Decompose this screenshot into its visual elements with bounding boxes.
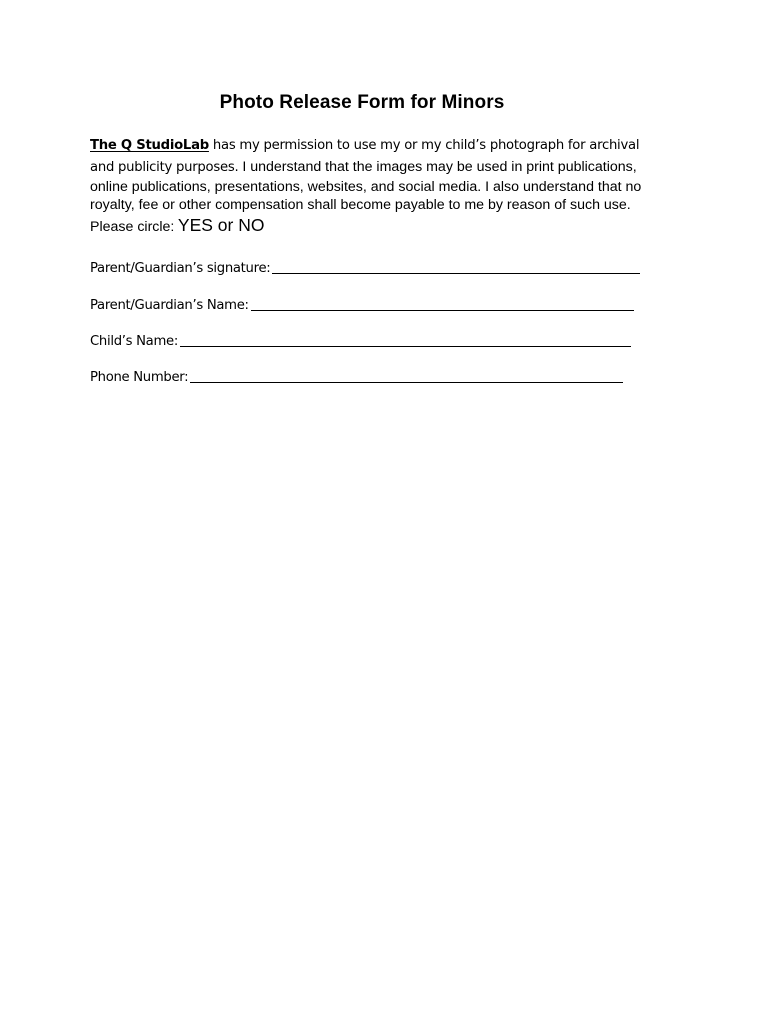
paragraph-line-1-text: has my permission to use my or my child’s photograph for archival — [208, 138, 640, 153]
paragraph-line-1 — [90, 138, 639, 153]
child-name-input-line[interactable] — [180, 332, 631, 347]
guardian-name-label: Parent/Guardian’s Name: — [90, 298, 249, 313]
phone-number-label: Phone Number: — [90, 370, 189, 385]
circle-choice-line — [90, 215, 264, 236]
signature-label: Parent/Guardian’s signature: — [90, 261, 271, 276]
child-name-label: Child’s Name: — [90, 334, 178, 349]
guardian-name-field — [90, 293, 634, 313]
signature-field — [90, 256, 640, 276]
phone-number-input-line[interactable] — [190, 368, 623, 383]
paragraph-line-3: online publications, presentations, websites, and social media. I also understand that no — [90, 179, 642, 195]
yes-or-no-options: YES or NO — [177, 215, 265, 235]
paragraph-line-2-rest: I understand that the images may be used in print publications, — [238, 159, 637, 175]
child-name-field — [90, 329, 631, 349]
circle-prompt: Please circle: — [90, 219, 175, 235]
paragraph-line-4: royalty, fee or other compensation shall become payable to me by reason of such use. — [90, 197, 631, 213]
guardian-name-input-line[interactable] — [251, 296, 634, 311]
signature-input-line[interactable] — [272, 259, 640, 274]
organization-name: The Q StudioLab — [90, 138, 209, 153]
paragraph-line-2 — [90, 159, 637, 176]
form-title: Photo Release Form for Minors — [219, 92, 505, 113]
paragraph-line-2-start: and publicity purposes. — [90, 160, 239, 175]
phone-number-field — [90, 365, 623, 385]
